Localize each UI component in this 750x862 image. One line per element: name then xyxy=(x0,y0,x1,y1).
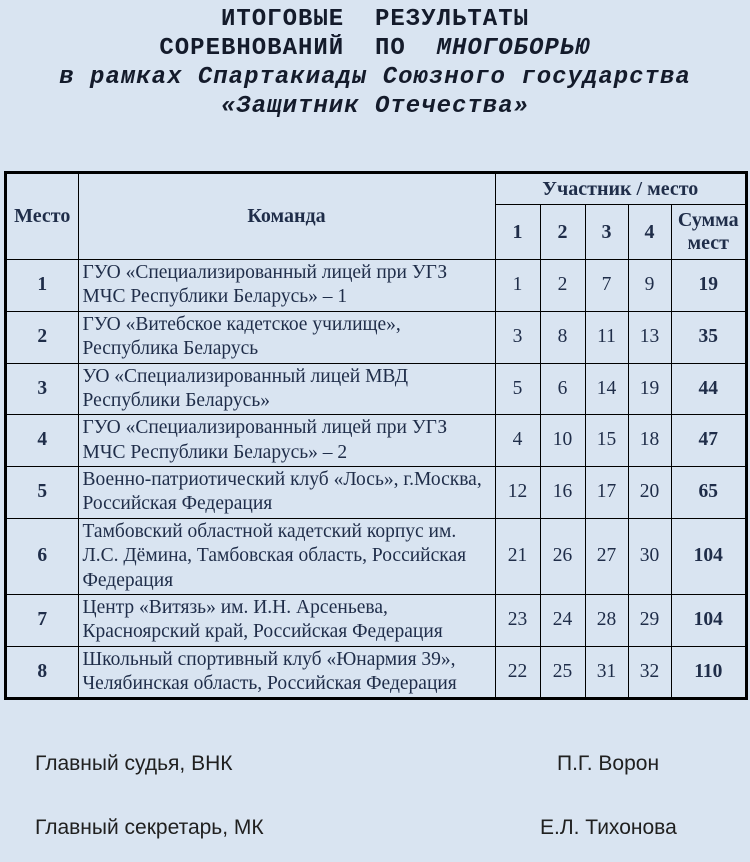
participant-3-cell: 15 xyxy=(585,415,628,467)
title-line-2-italic: МНОГОБОРЬЮ xyxy=(436,35,591,62)
participant-1-cell: 12 xyxy=(495,467,540,519)
header-team-cell: Команда xyxy=(78,173,495,260)
participant-2-cell: 6 xyxy=(540,363,585,415)
participant-3-cell: 11 xyxy=(585,311,628,363)
sum-cell: 104 xyxy=(671,594,746,646)
team-cell: ГУО «Специализированный лицей при УГЗ МЧС Республики Беларусь» – 2 xyxy=(78,415,495,467)
place-cell: 8 xyxy=(6,646,78,698)
signature-name: Е.Л. Тихонова xyxy=(540,816,677,839)
table-row xyxy=(6,311,746,363)
table-header xyxy=(6,173,746,260)
document-title xyxy=(0,0,750,121)
participant-1-cell: 3 xyxy=(495,311,540,363)
table-row xyxy=(6,415,746,467)
place-cell: 1 xyxy=(6,260,78,312)
place-cell: 7 xyxy=(6,594,78,646)
signature-line-judge xyxy=(0,748,750,812)
header-participant-group-cell: Участник / место xyxy=(495,173,746,205)
participant-4-cell: 9 xyxy=(628,260,671,312)
team-cell: УО «Специализированный лицей МВД Республики Беларусь» xyxy=(78,363,495,415)
table-row xyxy=(6,594,746,646)
table-row xyxy=(6,467,746,519)
participant-4-cell: 32 xyxy=(628,646,671,698)
table-row xyxy=(6,646,746,698)
sum-cell: 35 xyxy=(671,311,746,363)
results-table xyxy=(5,172,747,699)
participant-4-cell: 13 xyxy=(628,311,671,363)
title-line-2-regular: СОРЕВНОВАНИЙ ПО xyxy=(159,35,437,62)
participant-1-cell: 22 xyxy=(495,646,540,698)
participant-3-cell: 28 xyxy=(585,594,628,646)
title-line-3: в рамках Спартакиады Союзного государства xyxy=(59,64,691,91)
signature-block xyxy=(0,748,750,862)
table-row xyxy=(6,518,746,594)
participant-2-cell: 24 xyxy=(540,594,585,646)
signature-role: Главный судья, ВНК xyxy=(35,752,233,775)
participant-1-cell: 5 xyxy=(495,363,540,415)
participant-4-cell: 19 xyxy=(628,363,671,415)
team-cell: Школьный спортивный клуб «Юнармия 39», Челябинская область, Российская Федерация xyxy=(78,646,495,698)
title-line-4: «Защитник Отечества» xyxy=(220,93,530,120)
place-cell: 5 xyxy=(6,467,78,519)
team-cell: ГУО «Специализированный лицей при УГЗ МЧС Республики Беларусь» – 1 xyxy=(78,260,495,312)
participant-1-cell: 21 xyxy=(495,518,540,594)
sum-cell: 110 xyxy=(671,646,746,698)
header-participant-1-cell: 1 xyxy=(495,205,540,260)
participant-2-cell: 16 xyxy=(540,467,585,519)
participant-4-cell: 30 xyxy=(628,518,671,594)
participant-2-cell: 10 xyxy=(540,415,585,467)
signature-name: П.Г. Ворон xyxy=(557,752,660,775)
title-line-1: ИТОГОВЫЕ РЕЗУЛЬТАТЫ xyxy=(220,6,530,33)
place-cell: 6 xyxy=(6,518,78,594)
sum-cell: 44 xyxy=(671,363,746,415)
title-line-2 xyxy=(0,34,750,63)
header-participant-4-cell: 4 xyxy=(628,205,671,260)
sum-cell: 47 xyxy=(671,415,746,467)
table-body xyxy=(6,260,746,699)
header-participant-2-cell: 2 xyxy=(540,205,585,260)
participant-2-cell: 25 xyxy=(540,646,585,698)
signature-role: Главный секретарь, МК xyxy=(35,816,264,839)
place-cell: 2 xyxy=(6,311,78,363)
participant-2-cell: 8 xyxy=(540,311,585,363)
participant-1-cell: 1 xyxy=(495,260,540,312)
sum-cell: 19 xyxy=(671,260,746,312)
header-sum-cell: Сумма мест xyxy=(671,205,746,260)
sum-cell: 65 xyxy=(671,467,746,519)
participant-1-cell: 4 xyxy=(495,415,540,467)
place-cell: 4 xyxy=(6,415,78,467)
header-participant-3-cell: 3 xyxy=(585,205,628,260)
participant-4-cell: 29 xyxy=(628,594,671,646)
signature-line-secretary xyxy=(0,812,750,862)
sum-cell: 104 xyxy=(671,518,746,594)
participant-3-cell: 17 xyxy=(585,467,628,519)
place-cell: 3 xyxy=(6,363,78,415)
participant-3-cell: 31 xyxy=(585,646,628,698)
participant-3-cell: 27 xyxy=(585,518,628,594)
participant-2-cell: 2 xyxy=(540,260,585,312)
table-row xyxy=(6,363,746,415)
team-cell: Центр «Витязь» им. И.Н. Арсеньева, Красноярский край, Российская Федерация xyxy=(78,594,495,646)
participant-4-cell: 18 xyxy=(628,415,671,467)
team-cell: Военно-патриотический клуб «Лось», г.Москва, Российская Федерация xyxy=(78,467,495,519)
participant-3-cell: 14 xyxy=(585,363,628,415)
header-place-cell: Место xyxy=(6,173,78,260)
participant-3-cell: 7 xyxy=(585,260,628,312)
participant-1-cell: 23 xyxy=(495,594,540,646)
table-row xyxy=(6,260,746,312)
participant-2-cell: 26 xyxy=(540,518,585,594)
team-cell: ГУО «Витебское кадетское училище», Республика Беларусь xyxy=(78,311,495,363)
participant-4-cell: 20 xyxy=(628,467,671,519)
team-cell: Тамбовский областной кадетский корпус им. Л.С. Дёмина, Тамбовская область, Российская Федерация xyxy=(78,518,495,594)
